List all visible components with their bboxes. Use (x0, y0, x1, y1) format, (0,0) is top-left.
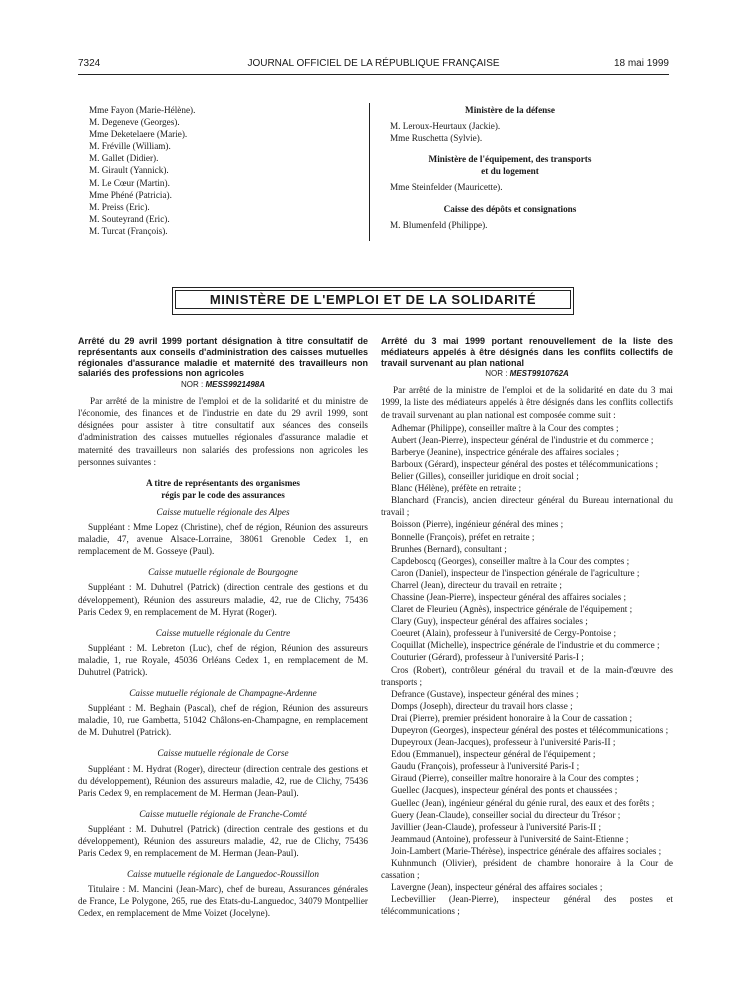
ministry-heading-defense: Ministère de la défense (465, 105, 555, 115)
list-item: Mme Fayon (Marie-Hélène). (89, 105, 196, 115)
list-item: Blanchard (Francis), ancien directeur général du Bureau international du travail ; (381, 495, 673, 518)
list-item: M. Fréville (William). (89, 141, 171, 152)
list-item: Clary (Guy), inspecteur général des affaires sociales ; (391, 616, 588, 627)
list-item: M. Leroux-Heurtaux (Jackie). (390, 121, 501, 132)
list-item: Coeuret (Alain), professeur à l'université de Cergy-Pontoise ; (391, 628, 616, 639)
list-item: Charrel (Jean), directeur du travail en retraite ; (391, 579, 562, 590)
ministry-heading-equipement-line2: et du logement (481, 166, 539, 177)
list-item: Blanc (Hélène), préfète en retraite ; (391, 483, 522, 494)
list-item: M. Souteyrand (Eric). (89, 213, 170, 224)
page-number: 7324 (78, 58, 101, 69)
ministry-banner-title: MINISTÈRE DE L'EMPLOI ET DE LA SOLIDARITÉ (175, 290, 571, 309)
caisse-name: Caisse mutuelle régionale de Bourgogne (148, 567, 298, 578)
caisse-name: Caisse mutuelle régionale de Champagne-Ardenne (129, 688, 317, 699)
list-item: Guellec (Jean), ingénieur général du génie rural, des eaux et des forêts ; (391, 797, 655, 808)
column-divider (369, 103, 370, 241)
nor-reference (381, 368, 673, 379)
list-item: Mme Phéné (Patricia). (89, 189, 172, 200)
caisse-entry: Suppléant : M. Duhutrel (Patrick) (direction centrale des gestions et du développement), Réunion des assureurs maladie, 42, rue de Clichy, 75436 Paris Cedex 9, en remplacement de M. Hyrat (Roger). (78, 582, 368, 617)
list-item: Bonnelle (François), préfet en retraite ; (391, 531, 535, 542)
list-item: Boisson (Pierre), ingénieur général des mines ; (391, 519, 564, 530)
list-item: Edou (Emmanuel), inspecteur général de l'équipement ; (391, 749, 596, 760)
list-item: Belier (Gilles), conseiller juridique en droit social ; (391, 471, 579, 482)
list-item: Mme Ruschetta (Sylvie). (390, 133, 483, 144)
list-item: Drai (Pierre), premier président honoraire à la Cour de cassation ; (391, 712, 633, 723)
article-intro: Par arrêté de la ministre de l'emploi et de la solidarité et du ministre de l'économie, des finances et de l'industrie en date du 29 avril 1999, sont désignées pour assister à titre consultatif aux séances des conseils d'administration des caisses mutuelles régionales d'assurance maladie et maternité des travailleurs non salariés des professions non agricoles les personnes suivantes : (78, 396, 368, 467)
list-item: Kuhnmunch (Olivier), président de chambre honoraire à la Cour de cassation ; (381, 858, 673, 881)
list-item: Aubert (Jean-Pierre), inspecteur général de l'industrie et du commerce ; (391, 434, 654, 445)
list-item: Caron (Daniel), inspecteur de l'inspection générale de l'agriculture ; (391, 567, 640, 578)
mediator-list (381, 422, 673, 918)
issue-date: 18 mai 1999 (613, 58, 669, 69)
nor-label: NOR : (485, 369, 508, 379)
caisse-entry: Suppléant : Mme Lopez (Christine), chef de région, Réunion des assureurs maladie, 47, avenue Alsace-Lorraine, 38061 Grenoble Cedex 1, en remplacement de M. Gosseye (Paul). (78, 522, 368, 557)
list-item: M. Girault (Yannick). (89, 165, 169, 176)
list-item: Mme Steinfelder (Mauricette). (390, 182, 503, 193)
list-item: Lavergne (Jean), inspecteur général des affaires sociales ; (391, 882, 603, 893)
section-heading-line2: régis par le code des assurances (161, 489, 285, 500)
list-item: M. Turcat (François). (89, 225, 168, 236)
ministry-heading-caisse: Caisse des dépôts et consignations (443, 203, 577, 214)
list-item: Giraud (Pierre), conseiller maître honoraire à la Cour des comptes ; (391, 773, 639, 784)
ministry-banner (172, 287, 574, 315)
list-item: Chassine (Jean-Pierre), inspecteur général des affaires sociales ; (391, 591, 627, 602)
top-left-name-list (89, 104, 359, 237)
left-article (78, 336, 368, 920)
list-item: Javillier (Jean-Claude), professeur à l'université Paris-II ; (391, 821, 602, 832)
list-item: Barberye (Jeanine), inspectrice générale des affaires sociales ; (391, 446, 619, 457)
list-item: Guery (Jean-Claude), conseiller social du directeur du Trésor ; (391, 809, 621, 820)
caisse-entry: Suppléant : M. Hydrat (Roger), directeur (direction centrale des gestions et du développement), Réunion des assureurs maladie, 42, rue de Clichy, 75436 Paris Cedex 9, en remplacement de M. Herman (Jean-Paul). (78, 763, 368, 798)
caisse-entry: Suppléant : M. Duhutrel (Patrick) (direction centrale des gestions et du développement), Réunion des assureurs maladie, 42, rue de Clichy, 75436 Paris Cedex 9, en remplacement de M. Herman (Jean-Paul). (78, 823, 368, 859)
article-intro: Par arrêté de la ministre de l'emploi et de la solidarité en date du 3 mai 1999, la liste des médiateurs appelés à être désignés dans les conflits collectifs de travail survenant au plan national est composée comme suit : (381, 385, 673, 420)
list-item: Gaudu (François), professeur à l'université Paris-I ; (391, 761, 580, 772)
nor-code: MEST9910762A (509, 369, 569, 379)
list-item: M. Le Cœur (Martin). (89, 177, 170, 188)
right-article (381, 336, 673, 918)
list-item: M. Gallet (Didier). (89, 153, 159, 164)
nor-reference (78, 379, 368, 390)
caisse-name: Caisse mutuelle régionale des Alpes (156, 506, 290, 517)
list-item: Domps (Joseph), directeur du travail hors classe ; (391, 700, 573, 711)
list-item: Adhemar (Philippe), conseiller maître à la Cour des comptes ; (391, 422, 619, 433)
list-item: Jeammaud (Antoine), professeur à l'université de Saint-Etienne ; (391, 833, 629, 844)
list-item: Mme Deketelaere (Marie). (89, 129, 188, 140)
nor-code: MESS9921498A (205, 380, 266, 390)
page-header (78, 58, 669, 75)
list-item: Dupeyron (Georges), inspecteur général des postes et télécommunications ; (391, 725, 669, 736)
top-right-ministry-lists (390, 104, 630, 231)
list-item: Coquillat (Michelle), inspectrice générale de l'industrie et du commerce ; (391, 640, 660, 651)
list-item: M. Preiss (Eric). (89, 201, 150, 212)
article-title: Arrêté du 29 avril 1999 portant désignation à titre consultatif de représentants aux conseils d'administration des caisses mutuelles régionales d'assurance maladie et maternité des travailleurs non salariés des professions non agricoles (78, 336, 368, 379)
caisse-name: Caisse mutuelle régionale du Centre (155, 627, 291, 638)
ministry-heading-equipement: Ministère de l'équipement, des transports (428, 154, 592, 165)
list-item: Capdeboscq (Georges), conseiller maître à la Cour des comptes ; (391, 555, 630, 566)
list-item: Barboux (Gérard), inspecteur général des postes et télécommunications ; (391, 458, 659, 469)
section-heading: A titre de représentants des organismes (145, 477, 301, 488)
list-item: Lecbevillier (Jean-Pierre), inspecteur général des postes et télécommunications ; (381, 894, 673, 917)
list-item: M. Blumenfeld (Philippe). (390, 219, 488, 230)
nor-label: NOR : (180, 380, 204, 390)
caisse-name: Caisse mutuelle régionale de Franche-Comté (139, 808, 307, 819)
list-item: Couturier (Gérard), professeur à l'université Paris-I ; (391, 652, 584, 663)
caisse-entry: Suppléant : M. Beghain (Pascal), chef de région, Réunion des assureurs maladie, 10, rue Gambetta, 51042 Châlons-en-Champagne, en remplacement de M. Duhutrel (Patrick). (78, 703, 368, 738)
list-item: Cros (Robert), contrôleur général du travail et de la main-d'œuvre des transports ; (381, 664, 673, 687)
list-item: Join-Lambert (Marie-Thérèse), inspectrice générale des affaires sociales ; (391, 845, 662, 856)
list-item: Claret de Fleurieu (Agnès), inspectrice générale de l'équipement ; (391, 604, 633, 615)
caisse-name: Caisse mutuelle régionale de Corse (157, 748, 289, 759)
caisse-entry: Titulaire : M. Mancini (Jean-Marc), chef de bureau, Assurances générales de France, Le Polygone, 265, rue des Etats-du-Languedoc, 34079 Montpellier Cedex, en remplacement de Mme Voizet (Jocelyne). (78, 884, 368, 919)
article-title: Arrêté du 3 mai 1999 portant renouvellement de la liste des médiateurs appelés à être désignés dans les conflits collectifs de travail survenant au plan national (381, 336, 673, 368)
list-item: Defrance (Gustave), inspecteur général des mines ; (391, 688, 579, 699)
journal-title: JOURNAL OFFICIEL DE LA RÉPUBLIQUE FRANÇAISE (247, 58, 500, 69)
list-item: Brunhes (Bernard), consultant ; (391, 543, 507, 554)
list-item: Dupeyroux (Jean-Jacques), professeur à l'université Paris-II ; (391, 737, 616, 748)
caisse-name: Caisse mutuelle régionale de Languedoc-Roussillon (127, 869, 319, 880)
list-item: M. Degeneve (Georges). (89, 117, 180, 128)
caisse-entry: Suppléant : M. Lebreton (Luc), chef de région, Réunion des assureurs maladie, 1, rue Royale, 45036 Orléans Cedex 1, en remplacement de M. Duhutrel (Patrick). (78, 642, 368, 677)
list-item: Guellec (Jacques), inspecteur général des ponts et chaussées ; (391, 785, 618, 796)
